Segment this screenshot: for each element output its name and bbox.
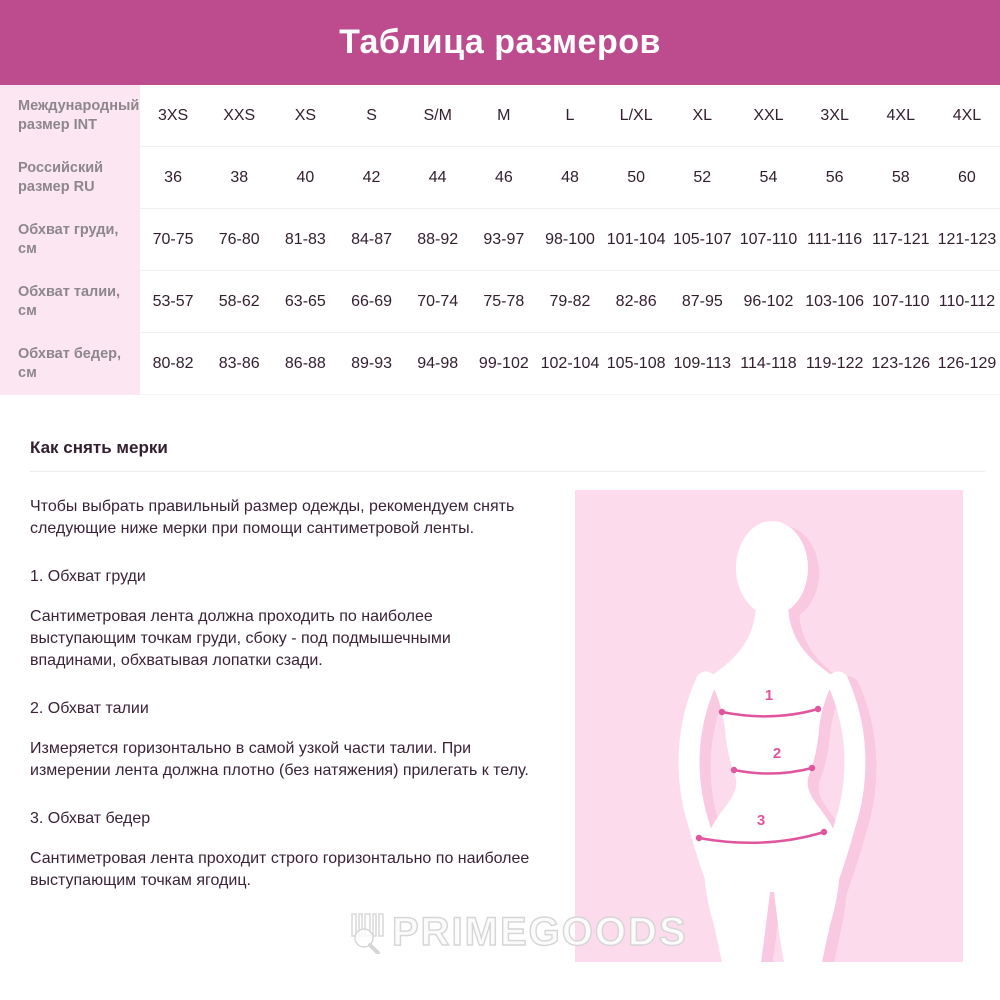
intro-paragraph: Чтобы выбрать правильный размер одежды, рекомендуем снять следующие ниже мерки при помощи сантиметровой ленты. xyxy=(30,498,515,537)
size-cell: 123-126 xyxy=(871,355,931,372)
size-cell: 36 xyxy=(140,147,206,209)
how-to-header xyxy=(30,438,985,472)
row-label: Международный размер INT xyxy=(0,85,140,147)
size-cell: 96-102 xyxy=(735,271,801,333)
row-label: Обхват бедер, см xyxy=(0,333,140,395)
size-cell: 66-69 xyxy=(338,271,404,333)
size-cell: 114-118 xyxy=(740,355,797,372)
size-cell: 99-102 xyxy=(478,355,529,372)
size-cell: M xyxy=(471,85,537,147)
size-cell: 60 xyxy=(934,147,1000,209)
size-cell: 126-129 xyxy=(937,355,997,372)
section-text-hips: Сантиметровая лента проходит строго горизонтально по наиболее выступающим точкам ягодиц. xyxy=(30,850,530,889)
size-cell: 93-97 xyxy=(471,209,537,271)
size-cell: 46 xyxy=(471,147,537,209)
size-cell: 75-78 xyxy=(471,271,537,333)
size-cell: 101-104 xyxy=(603,209,669,271)
size-cell: 79-82 xyxy=(537,271,603,333)
body-measurement-figure xyxy=(575,490,963,962)
size-cell: 58-62 xyxy=(206,271,272,333)
hips-measure-label: 3 xyxy=(756,812,766,829)
size-cell: 3XS xyxy=(140,85,206,147)
size-cell: XXS xyxy=(206,85,272,147)
size-cell: 105-108 xyxy=(606,355,666,372)
waist-measure-label: 2 xyxy=(772,745,782,762)
size-cell: S/M xyxy=(405,85,471,147)
body-silhouette-svg xyxy=(575,490,963,962)
size-cell: 63-65 xyxy=(272,271,338,333)
size-cell: 82-86 xyxy=(603,271,669,333)
section-title-hips: 3. Обхват бедер xyxy=(30,810,151,827)
size-cell: 4XL xyxy=(934,85,1000,147)
size-cell: 70-74 xyxy=(405,271,471,333)
size-cell: 76-80 xyxy=(206,209,272,271)
size-cell: 86-88 xyxy=(284,355,326,372)
size-cell: 105-107 xyxy=(669,209,735,271)
size-cell: 98-100 xyxy=(537,209,603,271)
size-cell: 83-86 xyxy=(218,355,260,372)
size-cell: 56 xyxy=(802,147,868,209)
size-cell: 94-98 xyxy=(417,355,459,372)
row-label: Обхват груди, см xyxy=(0,209,140,271)
watermark-text: PRIMEGOODS xyxy=(392,910,688,954)
size-cell: 111-116 xyxy=(802,209,868,271)
chest-measure-label: 1 xyxy=(764,687,774,704)
size-cell: 3XL xyxy=(802,85,868,147)
section-text-chest: Сантиметровая лента должна проходить по наиболее выступающим точкам груди, сбоку - под подмышечными впадинами, обхватывая лопатки сзади. xyxy=(30,608,451,669)
size-cell: 40 xyxy=(272,147,338,209)
section-title-chest: 1. Обхват груди xyxy=(30,568,146,585)
page-title: Таблица размеров xyxy=(339,23,661,61)
size-cell: 107-110 xyxy=(868,271,934,333)
size-cell: 81-83 xyxy=(272,209,338,271)
row-label: Российский размер RU xyxy=(0,147,140,209)
size-cell: 50 xyxy=(603,147,669,209)
instructions xyxy=(30,496,530,918)
size-cell: 80-82 xyxy=(152,355,194,372)
size-cell: XXL xyxy=(735,85,801,147)
size-cell: 89-93 xyxy=(351,355,392,372)
size-cell: 58 xyxy=(868,147,934,209)
size-cell: 54 xyxy=(735,147,801,209)
size-cell: 103-106 xyxy=(802,271,868,333)
size-table xyxy=(0,85,1000,395)
size-cell: 109-113 xyxy=(673,355,732,372)
size-cell: 102-104 xyxy=(540,355,600,372)
how-to-heading: Как снять мерки xyxy=(30,438,168,457)
size-cell: 52 xyxy=(669,147,735,209)
size-cell: 87-95 xyxy=(669,271,735,333)
size-cell: 70-75 xyxy=(140,209,206,271)
size-cell: XS xyxy=(272,85,338,147)
size-cell: 38 xyxy=(206,147,272,209)
size-cell: S xyxy=(338,85,404,147)
size-cell: 110-112 xyxy=(934,271,1000,333)
size-cell: 88-92 xyxy=(405,209,471,271)
size-cell: L xyxy=(537,85,603,147)
size-cell: XL xyxy=(669,85,735,147)
size-cell: L/XL xyxy=(603,85,669,147)
section-text-waist: Измеряется горизонтально в самой узкой части талии. При измерении лента должна плотно (без натяжения) прилегать к телу. xyxy=(30,740,529,779)
title-bar xyxy=(0,0,1000,85)
section-title-waist: 2. Обхват талии xyxy=(30,700,149,717)
size-cell: 4XL xyxy=(868,85,934,147)
row-label: Обхват талии, см xyxy=(0,271,140,333)
size-cell: 119-122 xyxy=(805,355,864,372)
size-cell: 117-121 xyxy=(868,209,934,271)
size-cell: 53-57 xyxy=(140,271,206,333)
size-cell: 44 xyxy=(405,147,471,209)
size-cell: 107-110 xyxy=(735,209,801,271)
size-cell: 121-123 xyxy=(934,209,1000,271)
size-cell: 48 xyxy=(537,147,603,209)
size-cell: 42 xyxy=(338,147,404,209)
size-cell: 84-87 xyxy=(338,209,404,271)
